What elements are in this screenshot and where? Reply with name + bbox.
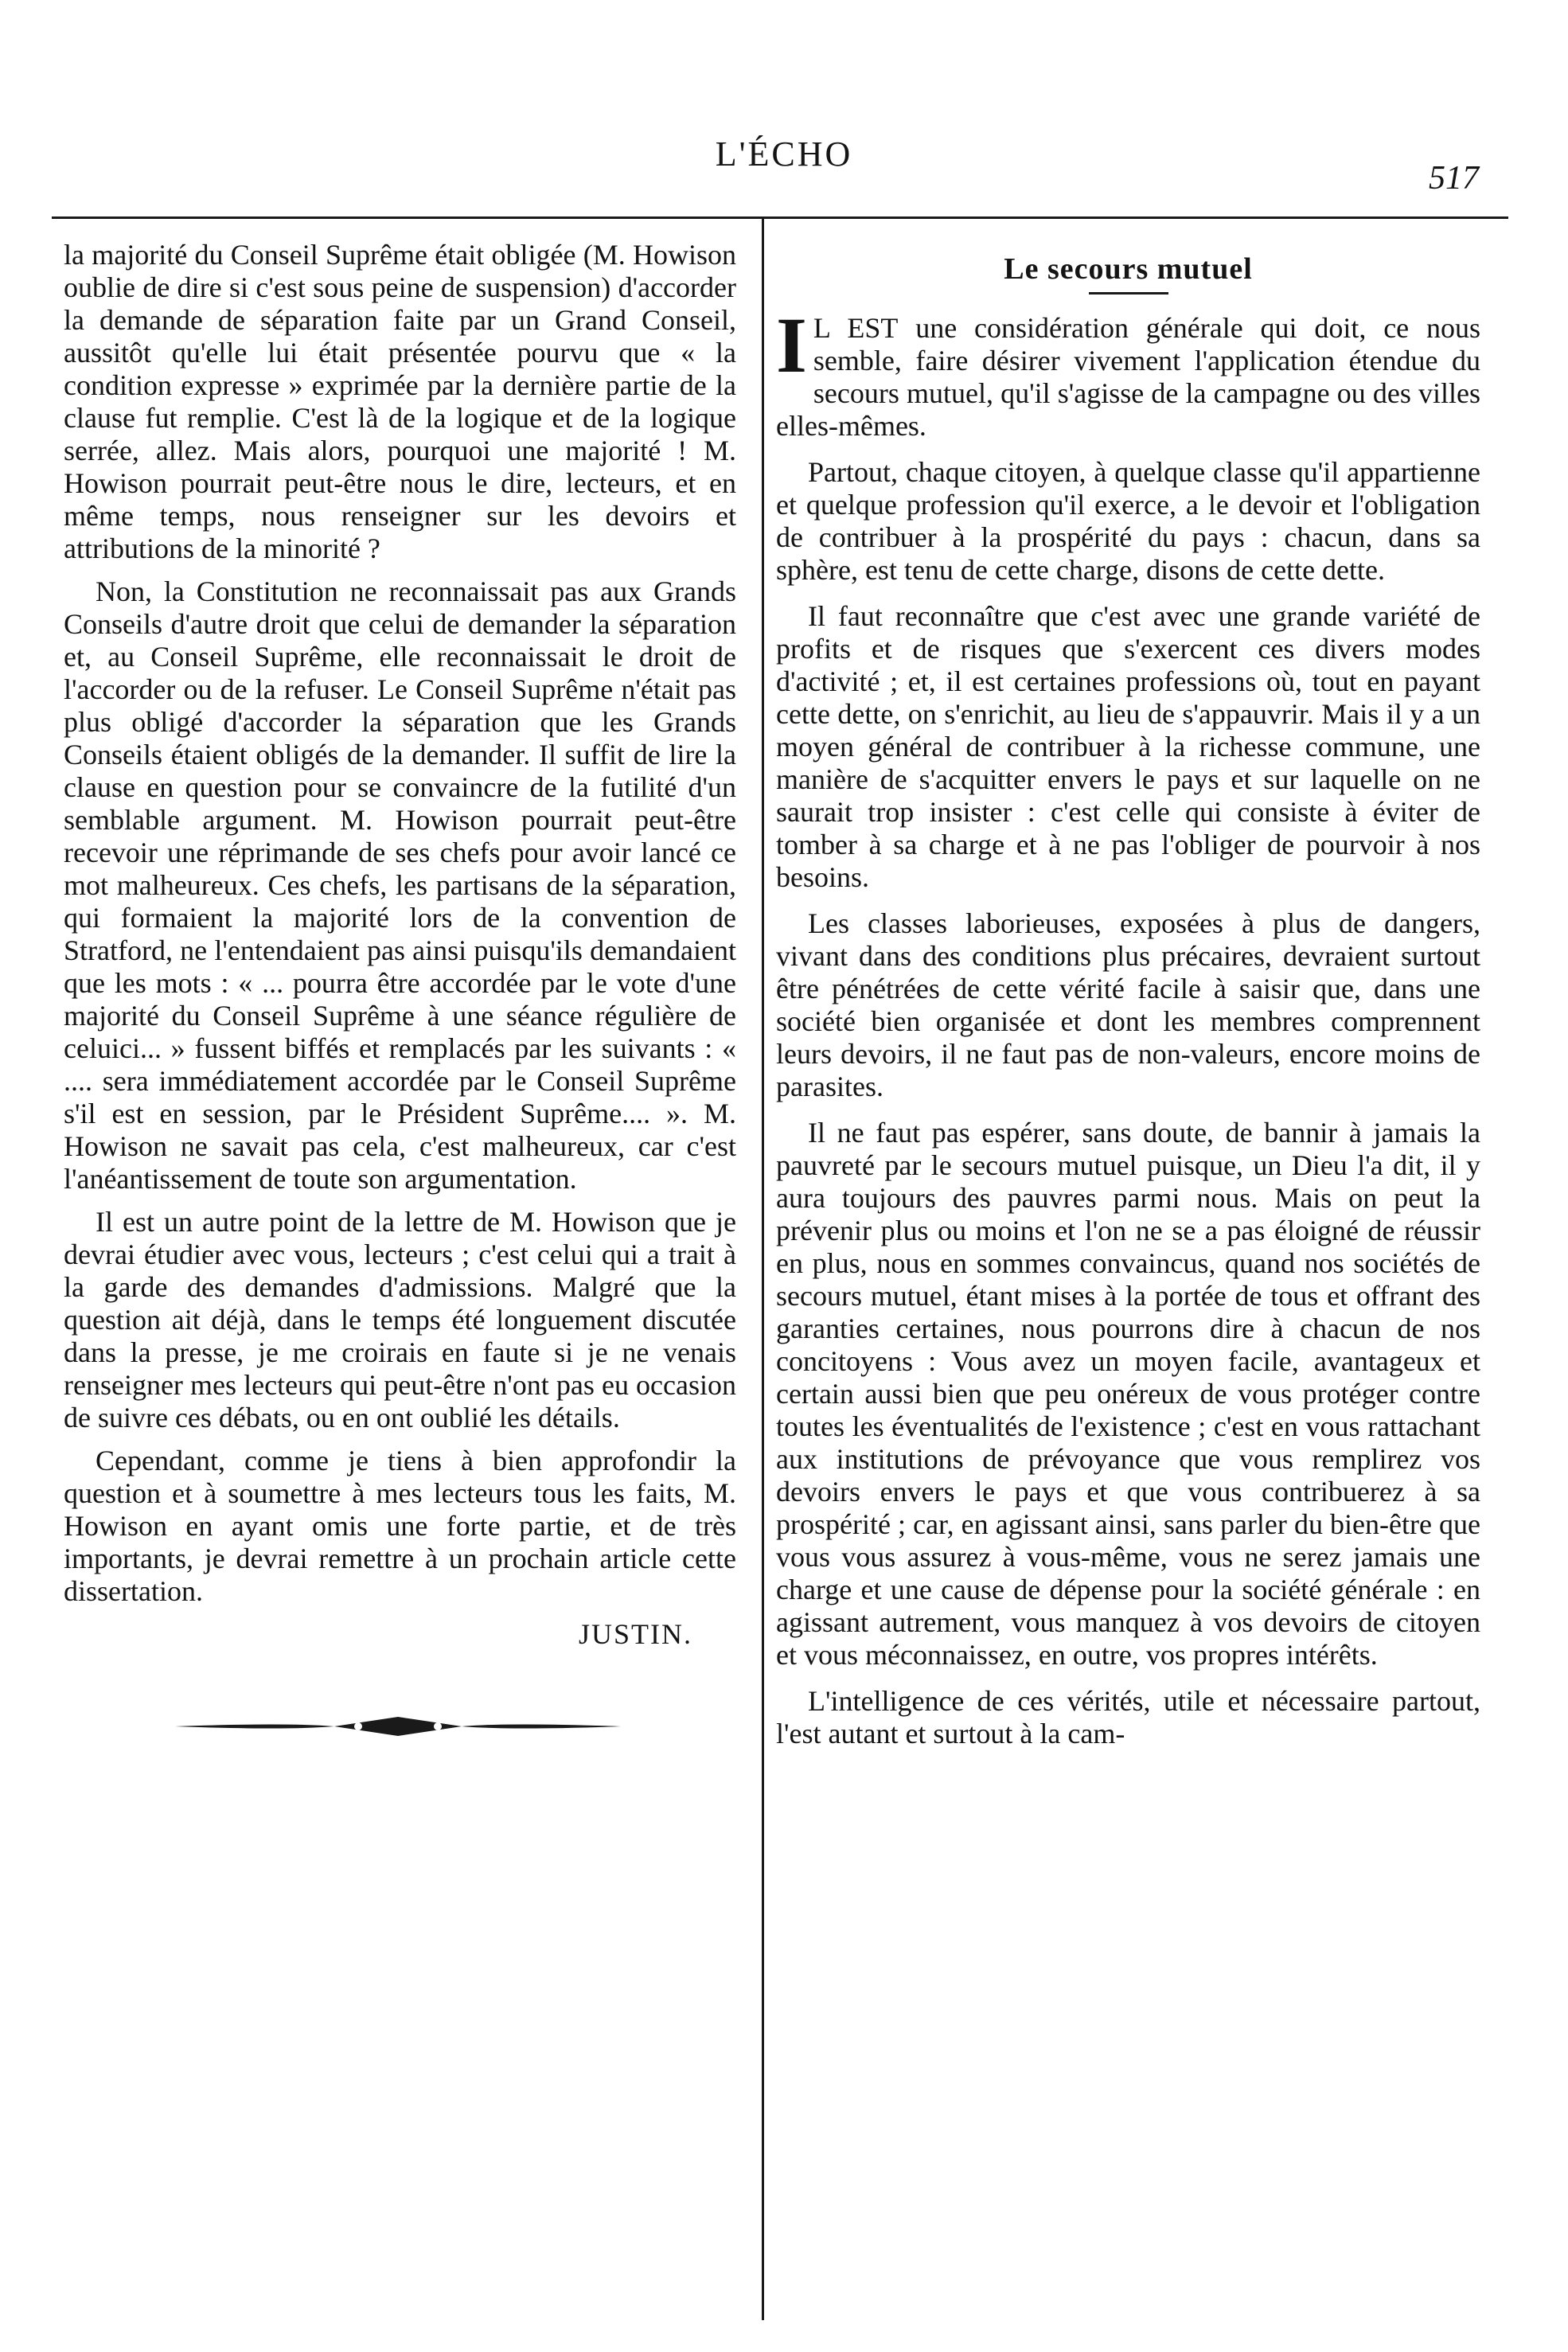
paragraph-text: une considération générale qui doit, ce nous semble, faire désirer vivement l'application étendue du secours mutuel, qu'il s'agisse de la campagne ou des villes elles-mêmes. [776, 312, 1480, 442]
title-rule [1089, 292, 1168, 294]
paragraph: Non, la Constitution ne reconnaissait pas aux Grands Conseils d'autre droit que celui de demander la séparation et, au Conseil Suprême, elle reconnaissait le droit de l'accorder ou de la refuser. Le Conseil Suprême n'était pas plus obligé d'accorder la séparation que les Grands Conseils étaient obligés de la demander. Il suffit de lire la clause en question pour se convaincre de la futilité d'un semblable argument. M. Howison pourrait peut-être recevoir une réprimande de ses chefs pour avoir lancé ce mot malheureux. Ces chefs, les partisans de la séparation, qui formaient la majorité lors de la convention de Stratford, ne l'entendaient pas ainsi puisqu'ils demandaient que les mots : « ... pourra être accordée par le vote d'une majorité du Conseil Suprême à une séance régulière de celuici... » fussent biffés et remplacés par les suivants : « .... sera immédiatement accordée par le Conseil Suprême s'il est en session, par le Président Suprême.... ». M. Howison ne savait pas cela, c'est malheureux, car c'est l'anéantissement de toute son argumentation. [64, 575, 736, 1195]
drop-cap: I [776, 301, 807, 389]
paragraph [776, 301, 1480, 443]
paragraph: Partout, chaque citoyen, à quelque classe qu'il appartienne et quelque profession qu'il exerce, a le devoir et l'obligation de contribuer à la prospérité du pays : chacun, dans sa sphère, est tenu de cette charge, disons de cette dette. [776, 456, 1480, 586]
article-title: Le secours mutuel [1004, 252, 1253, 286]
left-column [64, 239, 736, 1738]
paragraph: la majorité du Conseil Suprême était obligée (M. Howison oublie de dire si c'est sous peine de suspension) d'accorder la demande de séparation faite par un Grand Conseil, aussitôt qu'elle lui était présentée pourvu que « la condition expresse » exprimée par la dernière partie de la clause fut remplie. C'est là de la logique et de la logique serrée, allez. Mais alors, pourquoi une majorité ! M. Howison pourrait peut-être nous le dire, lecteurs, et en même temps, nous renseigner sur les devoirs et attributions de la minorité ? [64, 239, 736, 564]
ornamental-divider [175, 1714, 621, 1738]
paragraph: Cependant, comme je tiens à bien approfondir la question et à soumettre à mes lecteurs tous les faits, M. Howison en ayant omis une forte partie, et de très importants, je devrai remettre à un prochain article cette dissertation. [64, 1445, 736, 1607]
paragraph: Il ne faut pas espérer, sans doute, de bannir à jamais la pauvreté par le secours mutuel puisque, un Dieu l'a dit, il y aura toujours des pauvres parmi nous. Mais on peut la prévenir plus ou moins et l'on ne se a pas éloigné de réussir en plus, nous en sommes convaincus, quand nos sociétés de secours mutuel, étant mises à la portée de tous et offrant des garanties certaines, nous pourrons dire à chacun de nos concitoyens : Vous avez un moyen facile, avantageux et certain aussi bien que peu onéreux de vous protéger contre toutes les éventualités de l'existence ; c'est en vous rattachant aux institutions de prévoyance que vous remplirez vos devoirs envers le pays et que vous contribuerez à sa prospérité ; car, en agissant ainsi, sans parler du bien-être que vous vous assurez à vous-même, vous ne serez jamais une charge et une cause de dépense pour la société générale : en agissant autrement, vous manquez à vos devoirs de citoyen et vous méconnaissez, en outre, vos propres intérêts. [776, 1117, 1480, 1671]
paragraph: Les classes laborieuses, exposées à plus de dangers, vivant dans des conditions plus précaires, devraient surtout être pénétrées de cette vérité facile à saisir que, dans une société bien organisée et dont les membres comprennent leurs devoirs, il ne faut pas de non-valeurs, encore moins de parasites. [776, 907, 1480, 1102]
paragraph: L'intelligence de ces vérités, utile et nécessaire partout, l'est autant et surtout à la cam- [776, 1685, 1480, 1749]
lead-in: L EST [813, 312, 899, 344]
paragraph: Il faut reconnaître que c'est avec une grande variété de profits et de risques que s'exercent ces divers modes d'activité ; et, il est certaines professions où, tout en payant cette dette, on s'enrichit, au lieu de s'appauvrir. Mais il y a un moyen général de contribuer à la richesse commune, une manière de s'acquitter envers le pays et sur laquelle on ne saurait trop insister : c'est celle qui consiste à éviter de tomber à sa charge et à ne pas l'obliger de pourvoir à nos besoins. [776, 600, 1480, 893]
header-rule [52, 216, 1508, 219]
page-header-title: L'ÉCHO [715, 135, 853, 174]
right-column [776, 239, 1480, 1764]
author-signature: JUSTIN. [578, 1618, 692, 1650]
page-number: 517 [1429, 160, 1479, 197]
column-divider [762, 219, 764, 2320]
paragraph: Il est un autre point de la lettre de M. Howison que je devrai étudier avec vous, lecteurs ; c'est celui qui a trait à la garde des demandes d'admissions. Malgré que la question ait déjà, dans le temps été longuement discutée dans la presse, je me croirais en faute si je ne venais renseigner mes lecteurs qui peut-être n'ont pas eu occasion de suivre ces débats, ou en ont oublié les détails. [64, 1206, 736, 1433]
